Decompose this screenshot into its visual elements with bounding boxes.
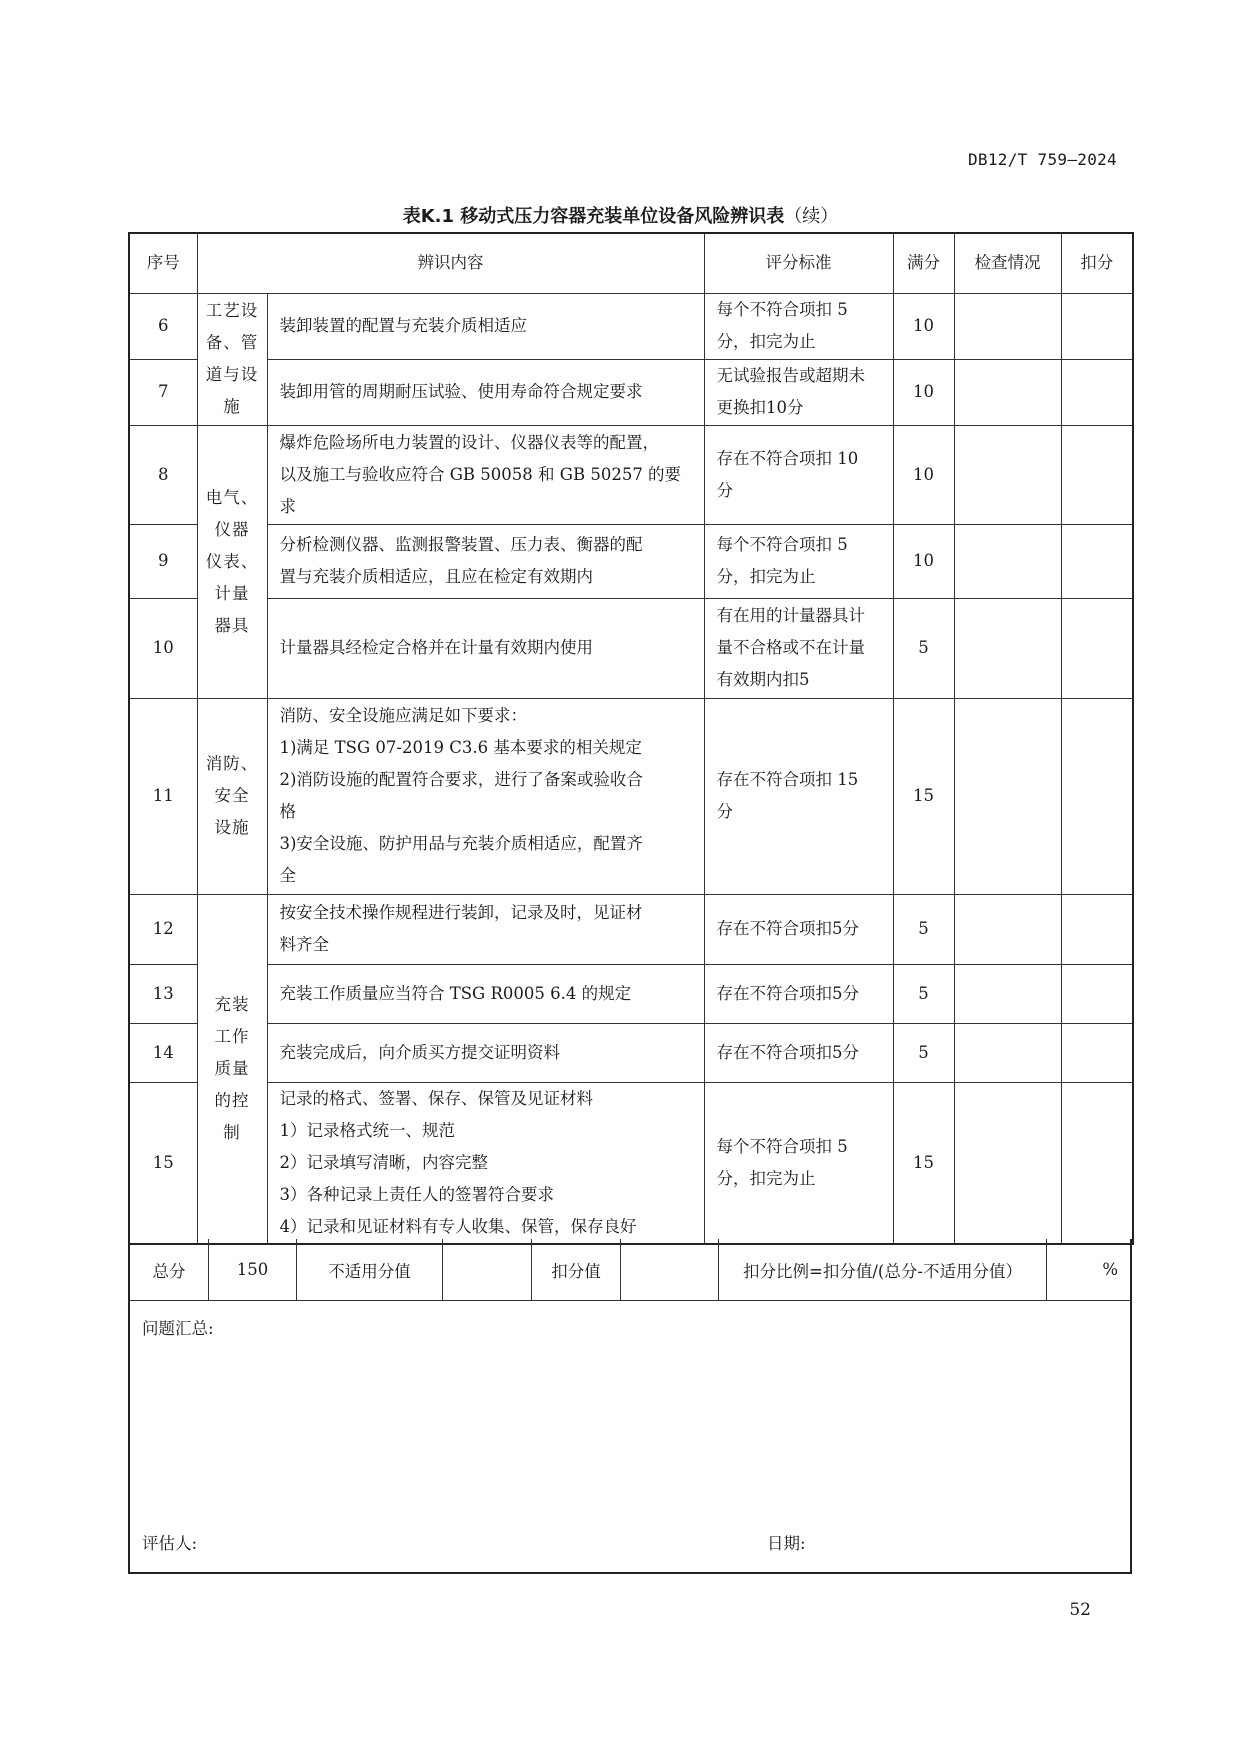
row-criteria: 存在不符合项扣5分 [704, 964, 893, 1023]
row-content: 装卸用管的周期耐压试验、使用寿命符合规定要求 [267, 359, 704, 425]
page-number: 52 [1069, 1600, 1091, 1620]
row-deduct-cell[interactable] [1061, 598, 1133, 698]
row-check-cell[interactable] [954, 524, 1061, 598]
row-check-cell[interactable] [954, 1023, 1061, 1082]
category-electric: 电气、 仪器 仪表、 计量 器具 [197, 425, 267, 698]
row-check-cell[interactable] [954, 598, 1061, 698]
table-row [129, 1082, 1133, 1244]
deduct-ratio-input[interactable] [1047, 1239, 1130, 1300]
col-header-content: 辨识内容 [197, 233, 704, 293]
table-row [129, 1023, 1133, 1082]
deduct-value-input[interactable] [621, 1239, 719, 1300]
row-check-cell[interactable] [954, 964, 1061, 1023]
row-full-score: 5 [893, 598, 954, 698]
row-no: 14 [129, 1023, 197, 1082]
deduct-ratio-label: 扣分比例=扣分值/(总分-不适用分值） [719, 1239, 1047, 1300]
col-header-criteria: 评分标准 [704, 233, 893, 293]
row-no: 7 [129, 359, 197, 425]
row-criteria: 每个不符合项扣 5 分，扣完为止 [704, 1082, 893, 1244]
row-full-score: 10 [893, 425, 954, 524]
row-content: 充装完成后，向介质买方提交证明资料 [267, 1023, 704, 1082]
row-criteria: 有在用的计量器具计 量不合格或不在计量 有效期内扣5 [704, 598, 893, 698]
row-content: 分析检测仪器、监测报警装置、压力表、衡器的配 置与充装介质相适应，且应在检定有效期内 [267, 524, 704, 598]
category-fire: 消防、 安全 设施 [197, 698, 267, 894]
row-content: 按安全技术操作规程进行装卸，记录及时，见证材 料齐全 [267, 894, 704, 964]
row-no: 8 [129, 425, 197, 524]
row-deduct-cell[interactable] [1061, 524, 1133, 598]
row-full-score: 15 [893, 698, 954, 894]
table-row [129, 698, 1133, 894]
row-deduct-cell[interactable] [1061, 293, 1133, 359]
row-criteria: 无试验报告或超期未 更换扣10分 [704, 359, 893, 425]
table-row [129, 293, 1133, 359]
row-check-cell[interactable] [954, 425, 1061, 524]
row-criteria: 每个不符合项扣 5 分，扣完为止 [704, 524, 893, 598]
deduct-value-label: 扣分值 [532, 1239, 621, 1300]
row-full-score: 10 [893, 359, 954, 425]
row-criteria: 存在不符合项扣 15 分 [704, 698, 893, 894]
row-check-cell[interactable] [954, 698, 1061, 894]
row-criteria: 存在不符合项扣 10 分 [704, 425, 893, 524]
row-content: 爆炸危险场所电力装置的设计、仪器仪表等的配置， 以及施工与验收应符合 GB 50058 和 GB 50257 的要 求 [267, 425, 704, 524]
issues-label: 问题汇总: [142, 1319, 214, 1338]
col-header-no: 序号 [129, 233, 197, 293]
na-score-label: 不适用分值 [297, 1239, 443, 1300]
row-full-score: 5 [893, 964, 954, 1023]
row-no: 12 [129, 894, 197, 964]
col-header-check: 检查情况 [954, 233, 1061, 293]
row-content: 充装工作质量应当符合 TSG R0005 6.4 的规定 [267, 964, 704, 1023]
category-process: 工艺设 备、管 道与设 施 [197, 293, 267, 425]
row-no: 11 [129, 698, 197, 894]
category-filling: 充装 工作 质量 的控 制 [197, 894, 267, 1244]
risk-identification-table [128, 232, 1134, 1245]
row-deduct-cell[interactable] [1061, 1023, 1133, 1082]
row-content: 消防、安全设施应满足如下要求： 1)满足 TSG 07-2019 C3.6 基本要求的相关规定 2)消防设施的配置符合要求，进行了备案或验收合 格 3)安全设施、防护用品与充装介质相适应，配置齐 全 [267, 698, 704, 894]
na-score-input[interactable] [443, 1239, 532, 1300]
row-content: 记录的格式、签署、保存、保管及见证材料 1）记录格式统一、规范 2）记录填写清晰，内容完整 3）各种记录上责任人的签署符合要求 4）记录和见证材料有专人收集、保管，保存良好 [267, 1082, 704, 1244]
date-label: 日期: [767, 1534, 806, 1553]
table-row [129, 425, 1133, 524]
row-criteria: 每个不符合项扣 5 分，扣完为止 [704, 293, 893, 359]
row-deduct-cell[interactable] [1061, 964, 1133, 1023]
assessor-label: 评估人: [142, 1534, 198, 1553]
row-check-cell[interactable] [954, 894, 1061, 964]
row-no: 15 [129, 1082, 197, 1244]
row-full-score: 5 [893, 1023, 954, 1082]
table-title-suffix: （续） [784, 206, 839, 227]
row-no: 6 [129, 293, 197, 359]
summary-row [128, 1239, 1132, 1300]
row-no: 9 [129, 524, 197, 598]
row-deduct-cell[interactable] [1061, 698, 1133, 894]
row-content: 装卸装置的配置与充装介质相适应 [267, 293, 704, 359]
col-header-deduct: 扣分 [1061, 233, 1133, 293]
row-full-score: 15 [893, 1082, 954, 1244]
table-row [129, 359, 1133, 425]
row-full-score: 10 [893, 524, 954, 598]
col-header-full: 满分 [893, 233, 954, 293]
row-no: 10 [129, 598, 197, 698]
row-deduct-cell[interactable] [1061, 425, 1133, 524]
row-deduct-cell[interactable] [1061, 1082, 1133, 1244]
row-full-score: 10 [893, 293, 954, 359]
row-deduct-cell[interactable] [1061, 894, 1133, 964]
table-title [0, 202, 1241, 228]
row-no: 13 [129, 964, 197, 1023]
row-full-score: 5 [893, 894, 954, 964]
row-deduct-cell[interactable] [1061, 359, 1133, 425]
percent-sign: % [1102, 1260, 1118, 1279]
row-check-cell[interactable] [954, 359, 1061, 425]
table-row [129, 964, 1133, 1023]
issues-summary-box[interactable] [128, 1300, 1132, 1574]
row-criteria: 存在不符合项扣5分 [704, 1023, 893, 1082]
table-row [129, 598, 1133, 698]
row-content: 计量器具经检定合格并在计量有效期内使用 [267, 598, 704, 698]
total-label: 总分 [130, 1239, 209, 1300]
row-check-cell[interactable] [954, 293, 1061, 359]
row-criteria: 存在不符合项扣5分 [704, 894, 893, 964]
total-value: 150 [209, 1239, 297, 1300]
document-code: DB12/T 759—2024 [968, 150, 1117, 169]
table-header-row [129, 233, 1133, 293]
row-check-cell[interactable] [954, 1082, 1061, 1244]
table-title-main: 表K.1 移动式压力容器充装单位设备风险辨识表 [402, 206, 785, 227]
table-row [129, 894, 1133, 964]
table-row [129, 524, 1133, 598]
